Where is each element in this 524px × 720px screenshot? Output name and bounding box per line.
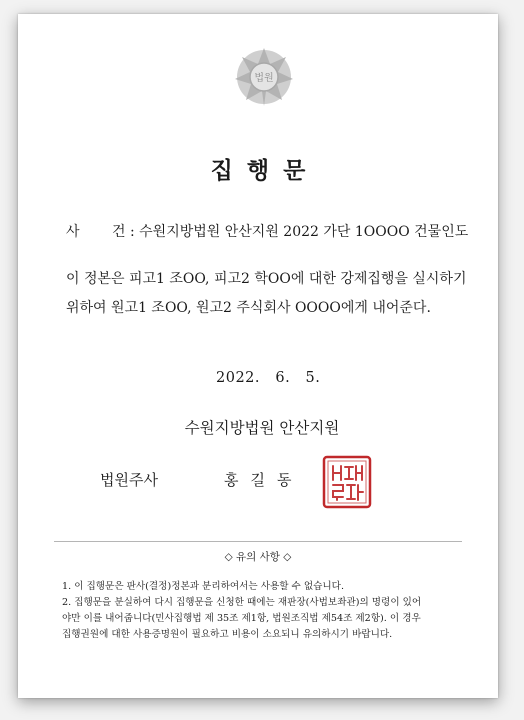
officer-name: 홍길동: [224, 471, 304, 489]
notice-line: 1. 이 집행문은 판사(결정)정본과 분리하여서는 사용할 수 없습니다.: [62, 581, 344, 592]
emblem-label: 법원: [254, 73, 274, 84]
notice-list: [62, 579, 462, 643]
case-label: 사: [66, 224, 80, 240]
court-name: 수원지방법원 안산지원: [184, 419, 340, 437]
case-value: 수원지방법원 안산지원 2022 가단 1OOOO 건물인도: [139, 224, 469, 240]
notice-line: 2. 집행문을 분실하여 다시 집행문을 신청한 때에는 재판장(사법보좌관)의 명령이 있어: [62, 597, 422, 608]
issue-date: 2022. 6. 5.: [216, 370, 321, 386]
divider: [54, 541, 462, 542]
notice-line: 집행권원에 대한 사용증명원이 필요하고 비용이 소요되니 유의하시기 바랍니다.: [62, 629, 393, 640]
court-emblem-icon: [232, 44, 296, 108]
document-page: [18, 14, 498, 698]
body-line-1: 이 정본은 피고1 조OO, 피고2 학OO에 대한 강제집행을 실시하기: [66, 271, 467, 287]
notice-line: 야만 이를 내어줍니다(민사집행법 제 35조 제1항, 법원조직법 제54조 제2항). 이 경우: [62, 613, 421, 624]
notice-title: ◇ 유의 사항 ◇: [224, 551, 292, 563]
case-separator: :: [129, 224, 135, 240]
case-label-2: 건: [112, 224, 126, 240]
case-line: [66, 221, 468, 241]
official-seal-icon: [321, 454, 373, 510]
document-title: 집행문: [210, 157, 320, 184]
officer-title: 법원주사: [100, 471, 158, 489]
body-line-2: 위하여 원고1 조OO, 원고2 주식회사 OOOO에게 내어준다.: [66, 300, 431, 316]
